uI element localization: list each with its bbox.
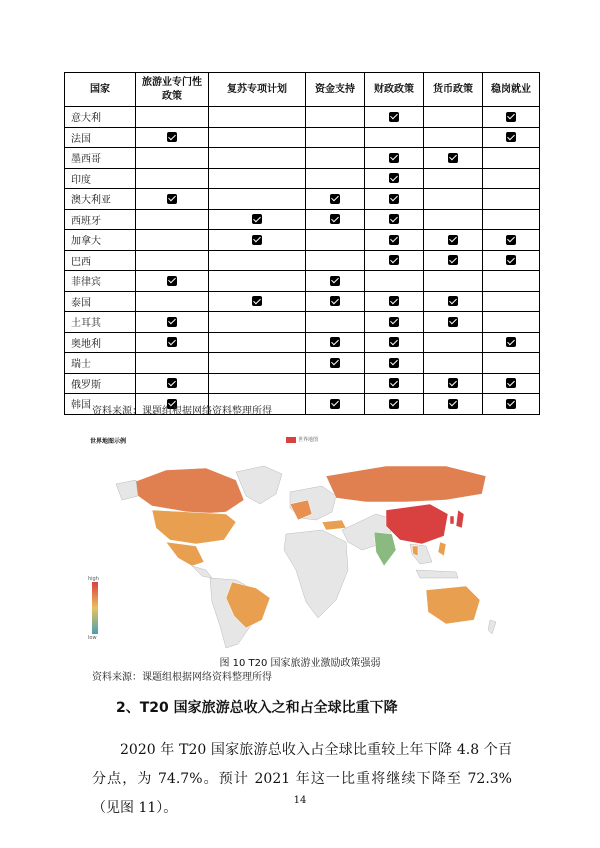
policy-cell — [483, 373, 540, 394]
checkmark-icon — [330, 358, 340, 368]
country-cell: 加拿大 — [65, 230, 136, 251]
policy-cell — [365, 373, 424, 394]
section-heading: 2、T20 国家旅游总收入之和占全球比重下降 — [116, 700, 398, 716]
map-japan — [456, 510, 464, 528]
policy-cell — [365, 189, 424, 210]
checkmark-icon — [448, 255, 458, 265]
table-row — [65, 353, 540, 374]
country-cell: 瑞士 — [65, 353, 136, 374]
country-cell: 泰国 — [65, 291, 136, 312]
checkmark-icon — [448, 399, 458, 409]
policy-cell — [365, 107, 424, 128]
source-note-2: 资料来源：课题组根据网络资料整理所得 — [92, 672, 272, 683]
policy-cell — [424, 373, 483, 394]
policy-cell — [136, 312, 209, 333]
policy-cell — [209, 209, 306, 230]
table-row — [65, 271, 540, 292]
table-row — [65, 312, 540, 333]
scale-low-label: low — [88, 635, 97, 641]
policy-cell — [136, 209, 209, 230]
checkmark-icon — [389, 112, 399, 122]
policy-cell — [209, 373, 306, 394]
policy-cell — [424, 148, 483, 169]
policy-cell — [306, 168, 365, 189]
policy-cell — [365, 127, 424, 148]
checkmark-icon — [389, 173, 399, 183]
policy-cell — [209, 230, 306, 251]
checkmark-icon — [389, 399, 399, 409]
policy-cell — [483, 353, 540, 374]
map-russia — [326, 466, 486, 502]
map-new-zealand — [488, 620, 496, 634]
policy-cell — [483, 189, 540, 210]
checkmark-icon — [389, 358, 399, 368]
country-cell: 法国 — [65, 127, 136, 148]
legend-label: 世界地图 — [298, 437, 319, 443]
map-china — [386, 504, 448, 544]
figure-caption: 图 10 T20 国家旅游业激励政策强弱 — [219, 658, 381, 669]
map-canada — [134, 468, 244, 514]
policy-table — [64, 72, 540, 415]
policy-cell — [136, 250, 209, 271]
checkmark-icon — [448, 235, 458, 245]
policy-cell — [365, 168, 424, 189]
policy-cell — [365, 353, 424, 374]
policy-cell — [424, 312, 483, 333]
checkmark-icon — [506, 235, 516, 245]
table-row — [65, 250, 540, 271]
policy-cell — [209, 107, 306, 128]
checkmark-icon — [506, 255, 516, 265]
policy-cell — [424, 107, 483, 128]
policy-cell — [424, 189, 483, 210]
table-row — [65, 148, 540, 169]
policy-cell — [424, 250, 483, 271]
policy-cell — [365, 271, 424, 292]
country-cell: 韩国 — [65, 394, 136, 415]
map-indonesia — [416, 570, 458, 578]
country-cell: 墨西哥 — [65, 148, 136, 169]
map-title: 世界地图示例 — [90, 438, 127, 445]
policy-cell — [483, 107, 540, 128]
policy-cell — [136, 148, 209, 169]
policy-cell — [483, 127, 540, 148]
checkmark-icon — [389, 235, 399, 245]
policy-cell — [209, 353, 306, 374]
map-usa — [152, 510, 236, 544]
policy-cell — [365, 291, 424, 312]
policy-cell — [136, 291, 209, 312]
body-paragraph: 2020 年 T20 国家旅游总收入占全球比重较上年下降 4.8 个百分点，为 74.7%。预计 2021 年这一比重将继续下降至 72.3%（见图 11）。 — [92, 742, 512, 816]
checkmark-icon — [167, 337, 177, 347]
policy-cell — [306, 373, 365, 394]
policy-cell — [424, 209, 483, 230]
map-india — [374, 532, 396, 566]
table-header-cell: 资金支持 — [306, 73, 365, 107]
checkmark-icon — [252, 214, 262, 224]
checkmark-icon — [448, 317, 458, 327]
policy-cell — [306, 394, 365, 415]
country-cell: 俄罗斯 — [65, 373, 136, 394]
policy-cell — [209, 291, 306, 312]
policy-cell — [209, 312, 306, 333]
policy-cell — [306, 127, 365, 148]
checkmark-icon — [252, 235, 262, 245]
checkmark-icon — [167, 276, 177, 286]
policy-cell — [306, 271, 365, 292]
checkmark-icon — [389, 255, 399, 265]
map-korea — [450, 516, 454, 524]
policy-cell — [365, 250, 424, 271]
policy-cell — [483, 332, 540, 353]
map-central-america — [192, 566, 212, 578]
checkmark-icon — [389, 153, 399, 163]
map-color-scale — [92, 582, 98, 634]
policy-cell — [365, 148, 424, 169]
checkmark-icon — [448, 378, 458, 388]
checkmark-icon — [167, 132, 177, 142]
country-cell: 巴西 — [65, 250, 136, 271]
policy-cell — [424, 332, 483, 353]
checkmark-icon — [389, 194, 399, 204]
checkmark-icon — [252, 296, 262, 306]
policy-cell — [483, 394, 540, 415]
page-number: 14 — [293, 795, 307, 806]
map-philippines — [438, 542, 446, 556]
policy-cell — [209, 127, 306, 148]
checkmark-icon — [330, 194, 340, 204]
policy-cell — [483, 250, 540, 271]
policy-cell — [136, 353, 209, 374]
country-cell: 菲律宾 — [65, 271, 136, 292]
world-map-figure — [86, 430, 516, 652]
checkmark-icon — [506, 132, 516, 142]
policy-cell — [209, 189, 306, 210]
checkmark-icon — [330, 214, 340, 224]
checkmark-icon — [506, 337, 516, 347]
policy-cell — [306, 148, 365, 169]
policy-cell — [424, 271, 483, 292]
map-australia — [426, 586, 480, 624]
policy-cell — [365, 230, 424, 251]
map-alaska — [116, 480, 138, 500]
policy-cell — [306, 189, 365, 210]
policy-cell — [424, 230, 483, 251]
policy-cell — [136, 373, 209, 394]
policy-cell — [306, 230, 365, 251]
checkmark-icon — [389, 337, 399, 347]
policy-cell — [136, 271, 209, 292]
policy-cell — [365, 394, 424, 415]
policy-cell — [424, 127, 483, 148]
table-row — [65, 291, 540, 312]
country-cell: 印度 — [65, 168, 136, 189]
country-cell: 意大利 — [65, 107, 136, 128]
table-header-row — [65, 73, 540, 107]
country-cell: 澳大利亚 — [65, 189, 136, 210]
checkmark-icon — [448, 296, 458, 306]
checkmark-icon — [330, 276, 340, 286]
policy-cell — [136, 230, 209, 251]
policy-cell — [306, 312, 365, 333]
policy-cell — [209, 332, 306, 353]
policy-cell — [483, 312, 540, 333]
policy-cell — [424, 353, 483, 374]
table-body — [65, 107, 540, 415]
policy-cell — [365, 332, 424, 353]
checkmark-icon — [330, 337, 340, 347]
policy-cell — [306, 353, 365, 374]
table-header-cell: 国家 — [65, 73, 136, 107]
policy-cell — [306, 332, 365, 353]
checkmark-icon — [389, 296, 399, 306]
policy-cell — [306, 291, 365, 312]
checkmark-icon — [167, 194, 177, 204]
policy-cell — [136, 107, 209, 128]
policy-cell — [209, 250, 306, 271]
policy-cell — [136, 168, 209, 189]
table-row — [65, 230, 540, 251]
country-cell: 西班牙 — [65, 209, 136, 230]
policy-cell — [424, 291, 483, 312]
world-map-svg — [86, 430, 516, 652]
policy-cell — [483, 209, 540, 230]
country-cell: 奥地利 — [65, 332, 136, 353]
table-row — [65, 168, 540, 189]
policy-cell — [483, 168, 540, 189]
checkmark-icon — [330, 399, 340, 409]
checkmark-icon — [389, 317, 399, 327]
checkmark-icon — [506, 378, 516, 388]
policy-cell — [424, 394, 483, 415]
policy-cell — [209, 168, 306, 189]
checkmark-icon — [330, 296, 340, 306]
table-row — [65, 209, 540, 230]
policy-cell — [209, 148, 306, 169]
checkmark-icon — [506, 399, 516, 409]
checkmark-icon — [448, 153, 458, 163]
table-header-cell: 财政政策 — [365, 73, 424, 107]
checkmark-icon — [167, 317, 177, 327]
policy-cell — [483, 148, 540, 169]
policy-cell — [136, 189, 209, 210]
map-turkey — [322, 520, 346, 530]
checkmark-icon — [389, 378, 399, 388]
map-africa — [284, 530, 348, 618]
table-row — [65, 127, 540, 148]
policy-cell — [306, 250, 365, 271]
table-row — [65, 189, 540, 210]
checkmark-icon — [389, 214, 399, 224]
policy-cell — [306, 209, 365, 230]
table-header-cell: 货币政策 — [424, 73, 483, 107]
policy-cell — [136, 127, 209, 148]
policy-cell — [483, 291, 540, 312]
policy-cell — [483, 230, 540, 251]
policy-cell — [136, 332, 209, 353]
table-row — [65, 373, 540, 394]
table-header-cell: 稳岗就业 — [483, 73, 540, 107]
checkmark-icon — [506, 112, 516, 122]
table-header-cell: 复苏专项计划 — [209, 73, 306, 107]
checkmark-icon — [167, 378, 177, 388]
policy-cell — [209, 271, 306, 292]
scale-high-label: high — [88, 576, 99, 582]
policy-cell — [424, 168, 483, 189]
policy-cell — [483, 271, 540, 292]
table-header-cell: 旅游业专门性 政策 — [136, 73, 209, 107]
source-note: 资料来源：课题组根据网络资料整理所得 — [92, 406, 272, 417]
table-row — [65, 107, 540, 128]
country-cell: 土耳其 — [65, 312, 136, 333]
policy-cell — [365, 312, 424, 333]
table-row — [65, 332, 540, 353]
policy-cell — [306, 107, 365, 128]
policy-cell — [365, 209, 424, 230]
map-mexico — [166, 542, 204, 566]
